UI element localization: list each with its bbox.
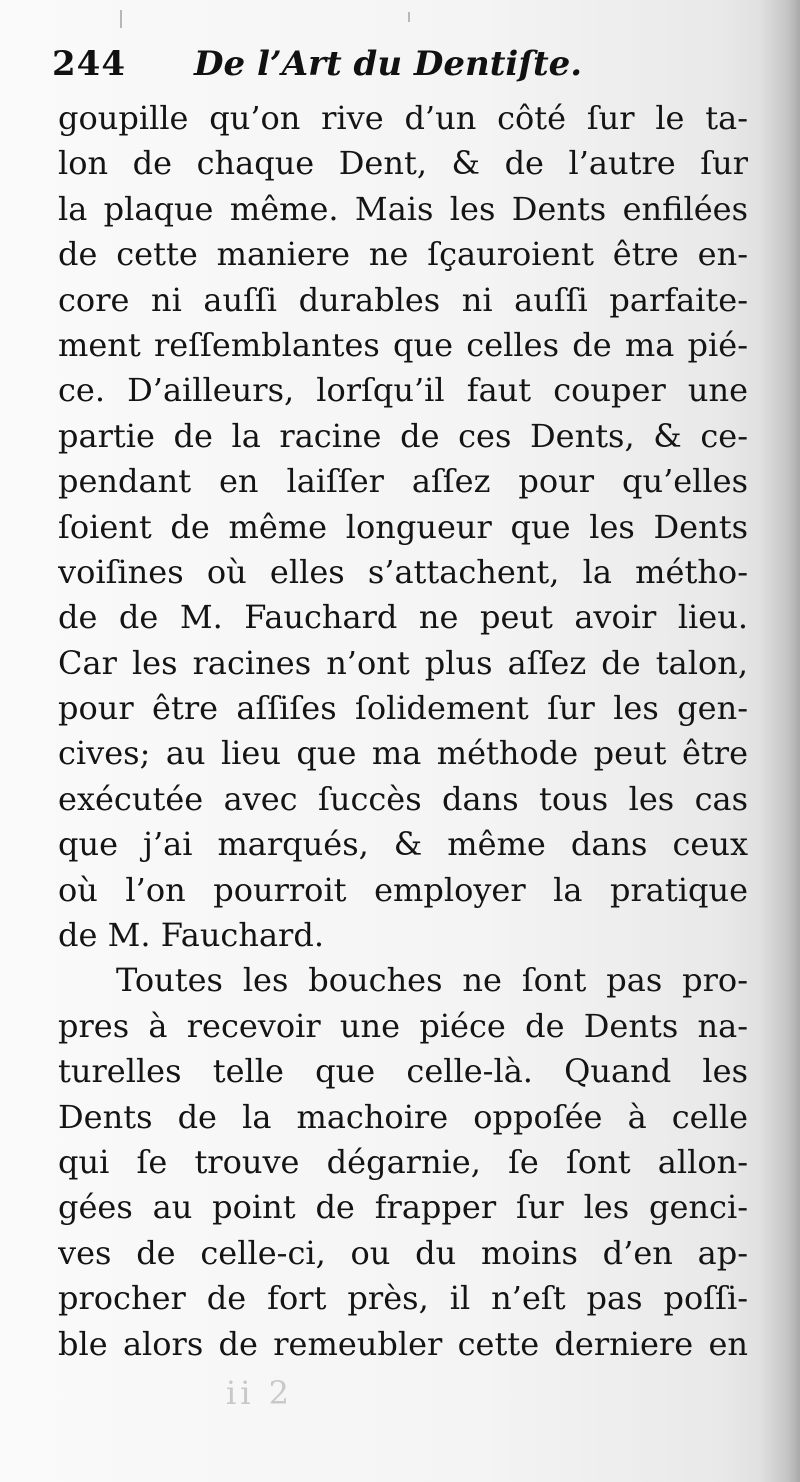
text-line: ble alors de remeubler cette derniere en — [58, 1324, 748, 1363]
text-line: goupille qu’on rive d’un côté ſur le ta- — [58, 99, 748, 137]
text-line: cives; au lieu que ma méthode peut être — [58, 734, 748, 773]
text-line: ment reſſemblantes que celles de ma pié- — [58, 325, 748, 364]
text-line: procher de fort près, il n’eſt pas poſſi- — [58, 1279, 748, 1318]
text-line: pendant en laiſſer aſſez pour qu’elles — [58, 462, 748, 501]
text-line: pres à recevoir une piéce de Dents na- — [58, 1006, 748, 1045]
text-line: Car les racines n’ont plus aſſez de talon, — [58, 643, 748, 682]
paper-speck — [408, 12, 410, 22]
text-line: lon de chaque Dent, & de l’autre ſur — [58, 144, 748, 183]
text-line: gées au point de frapper ſur les genci- — [58, 1188, 748, 1227]
text-line: partie de la racine de ces Dents, & ce- — [58, 416, 748, 455]
text-line: voiſines où elles s’attachent, la métho- — [58, 552, 748, 591]
text-line: de cette maniere ne ſçauroient être en- — [58, 235, 748, 274]
page-number: 244 — [52, 44, 126, 84]
text-line: de M. Fauchard. — [58, 916, 324, 955]
text-line: la plaque même. Mais les Dents enfilées — [58, 189, 748, 228]
text-line: qui ſe trouve dégarnie, ſe ſont allon- — [58, 1142, 748, 1181]
text-line: pour être aſſiſes ſolidement ſur les gen- — [58, 689, 748, 728]
running-title: De l’Art du Dentiſte. — [194, 44, 583, 84]
text-line: exécutée avec ſuccès dans tous les cas — [58, 779, 748, 818]
body-text — [58, 96, 748, 1367]
text-line: de de M. Fauchard ne peut avoir lieu. — [58, 598, 748, 637]
text-line: ce. D’ailleurs, lorſqu’il faut couper une — [58, 371, 748, 410]
text-line: ſoient de même longueur que les Dents — [58, 507, 748, 546]
text-line: core ni auſſi durables ni auſſi parfaite- — [58, 280, 748, 319]
text-line: ves de celle-ci, ou du moins d’en ap- — [58, 1233, 748, 1272]
paper-speck — [120, 10, 122, 28]
text-line: turelles telle que celle-là. Quand les — [58, 1052, 748, 1091]
page-edge-shadow — [760, 0, 800, 1482]
text-line: que j’ai marqués, & même dans ceux — [58, 825, 748, 864]
text-line: Dents de la machoire oppoſée à celle — [58, 1097, 748, 1136]
page-header — [52, 44, 752, 94]
paragraph-first-line: Toutes les bouches ne ſont pas pro- — [116, 961, 748, 1000]
text-line: où l’on pourroit employer la pratique — [58, 870, 748, 909]
signature-mark: ii 2 — [226, 1374, 293, 1412]
